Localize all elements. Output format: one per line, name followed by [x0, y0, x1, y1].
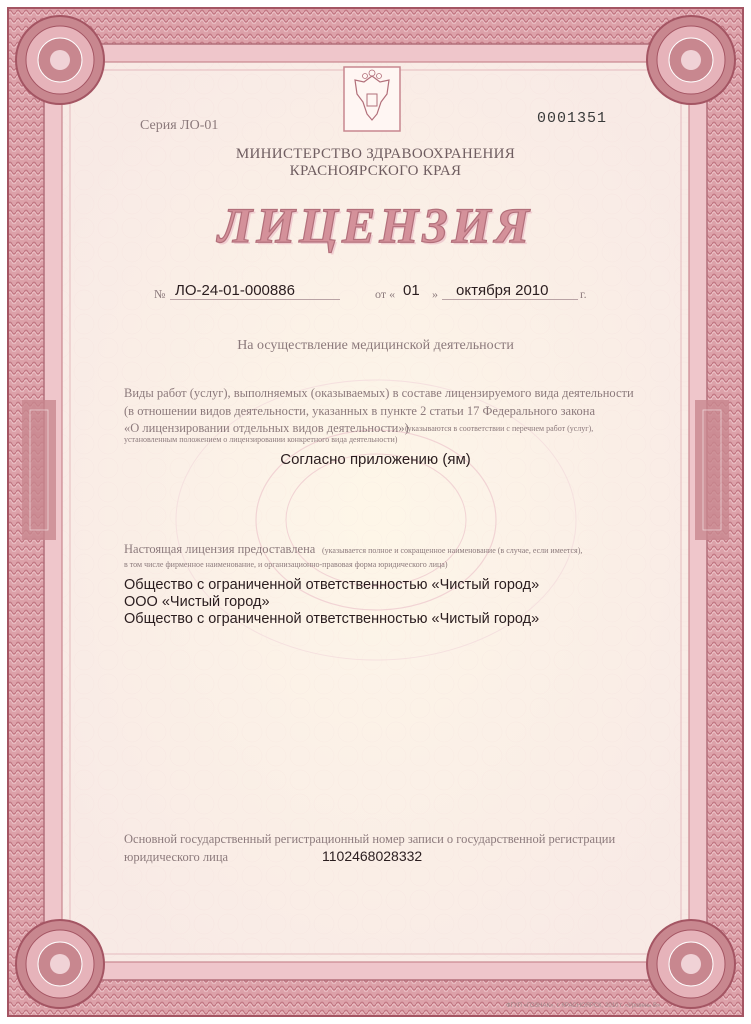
number-underline: [170, 299, 340, 300]
rosette-icon: [643, 12, 739, 108]
issuer-line-1: МИНИСТЕРСТВО ЗДРАВООХРАНЕНИЯ: [235, 146, 516, 162]
rosette-icon: [643, 916, 739, 1012]
date-day: 01: [403, 282, 420, 299]
date-suffix: г.: [580, 287, 587, 301]
ogrn-label-1: Основной государственный регистрационный номер записи о государственной регистрации: [124, 832, 616, 846]
number-prefix: №: [154, 287, 166, 301]
works-line-1: Виды работ (услуг), выполняемых (оказываемых) в составе лицензируемого вида деятельности: [124, 386, 634, 400]
date-underline: [442, 299, 578, 300]
org-short-name: ООО «Чистый город»: [124, 594, 270, 610]
ogrn-label-2: юридического лица: [124, 850, 229, 864]
date-month-year: октября 2010: [456, 282, 549, 299]
works-line-3: «О лицензировании отдельных видов деятельности»): [124, 421, 409, 435]
series-label: Серия ЛО-01: [140, 118, 219, 133]
granted-note-1: (указывается полное и сокращенное наименование (в случае, если имеется),: [322, 546, 583, 555]
serial-number: 0001351: [537, 110, 608, 127]
issuer-line-2: КРАСНОЯРСКОГО КРАЯ: [289, 163, 462, 179]
works-line-3-note: (указываются в соответствии с перечнем работ (услуг),: [405, 424, 594, 433]
granted-label: Настоящая лицензия предоставлена: [124, 542, 316, 556]
org-firm-name: Общество с ограниченной ответственностью «Чистый город»: [124, 611, 540, 627]
ogrn-value: 1102468028332: [322, 848, 423, 864]
rosette-icon: [12, 916, 108, 1012]
org-full-name: Общество с ограниченной ответственностью «Чистый город»: [124, 577, 540, 593]
date-from-label: от «: [375, 287, 396, 301]
rosette-icon: [12, 12, 108, 108]
works-value: Согласно приложению (ям): [280, 451, 471, 468]
document-title: ЛИЦЕНЗИЯ: [217, 197, 534, 253]
granted-note-2: в том числе фирменное наименование, и организационно-правовая форма юридического лица): [124, 560, 448, 569]
works-line-4-note: установленным положением о лицензировании конкретного вида деятельности): [124, 435, 398, 444]
works-line-2: (в отношении видов деятельности, указанных в пункте 2 статьи 17 Федерального закона: [124, 404, 596, 418]
license-number: ЛО-24-01-000886: [175, 282, 295, 299]
activity-type: На осуществление медицинской деятельности: [237, 338, 514, 353]
russian-coat-of-arms-icon: [343, 66, 401, 132]
date-quote: »: [432, 287, 438, 301]
printer-note: ФГУП «ГОЗНАК», г. КРАСНОЯРСК, 2010 г. «Уровень В»: [506, 1003, 661, 1009]
